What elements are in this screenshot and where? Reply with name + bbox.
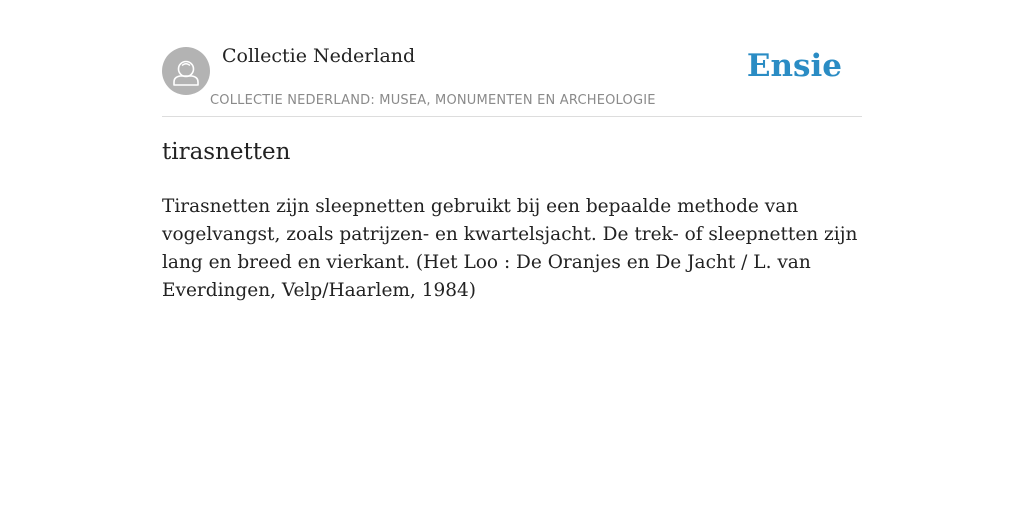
- entry-term: tirasnetten: [162, 139, 291, 165]
- ensie-logo[interactable]: Ensie: [746, 48, 842, 84]
- author-name[interactable]: Collectie Nederland: [222, 45, 416, 67]
- entry-definition: Tirasnetten zijn sleepnetten gebruikt bij een bepaalde methode van vogelvangst, zoals patrijzen- en kwartelsjacht. De trek- of sleepnetten zijn lang en breed en vierkant. (Het Loo : De Oranjes en De Jacht / L. van Everdingen, Velp/Haarlem, 1984): [162, 196, 858, 301]
- user-avatar-icon[interactable]: [162, 47, 210, 95]
- entry-card: [162, 0, 862, 512]
- entry-header: [162, 0, 862, 117]
- source-label[interactable]: COLLECTIE NEDERLAND: MUSEA, MONUMENTEN EN ARCHEOLOGIE: [210, 93, 656, 108]
